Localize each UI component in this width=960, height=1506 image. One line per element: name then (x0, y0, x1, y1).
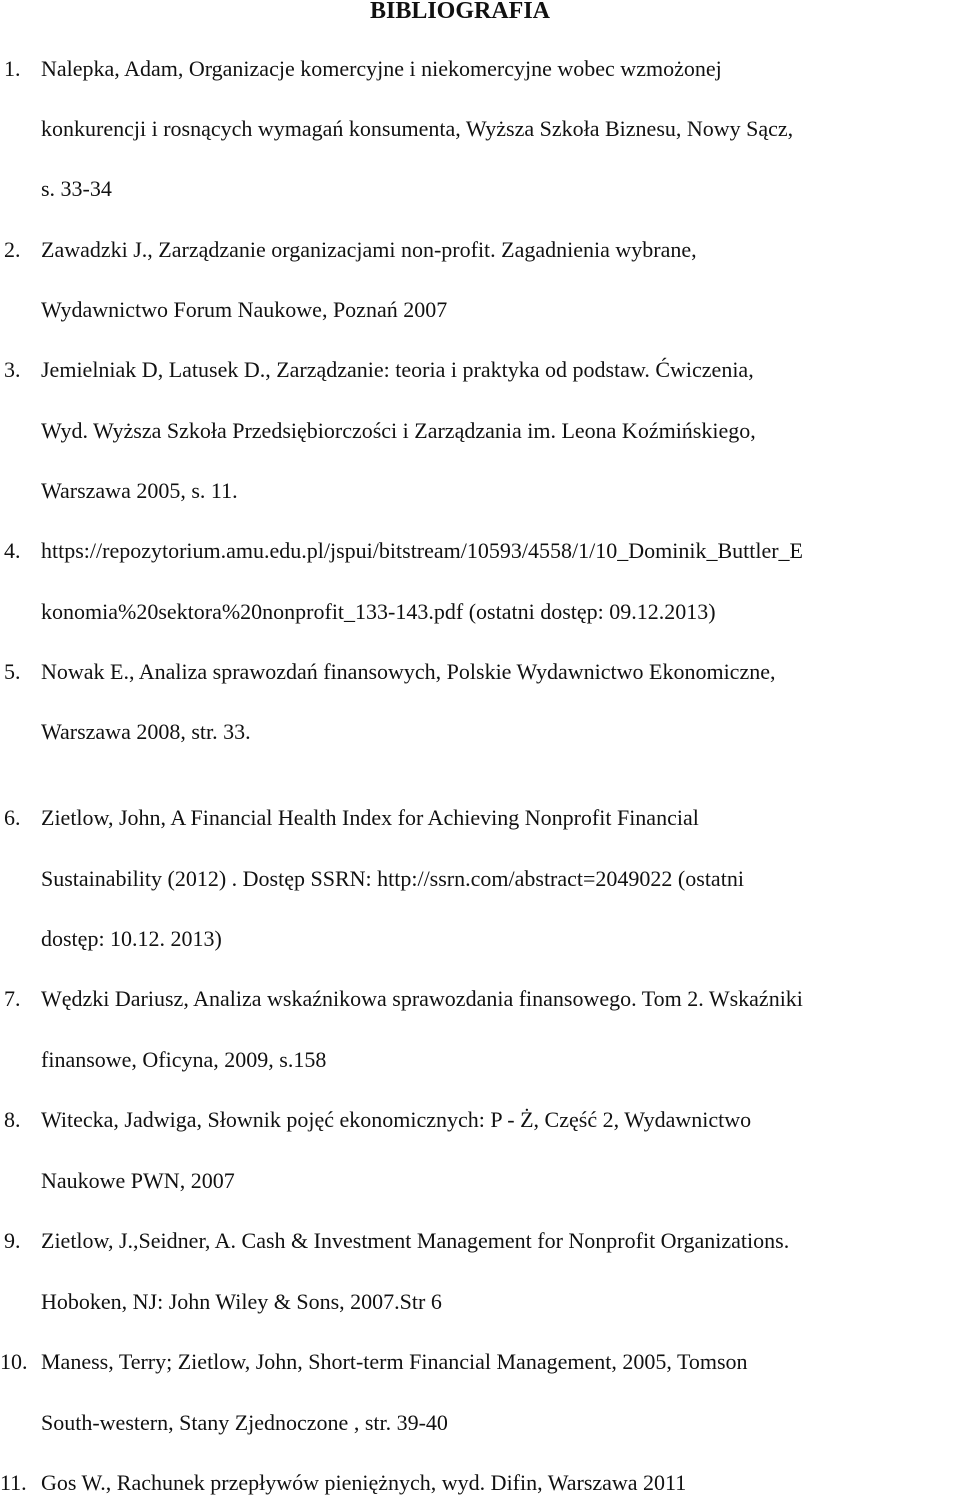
entry-line: Jemielniak D, Latusek D., Zarządzanie: teoria i praktyka od podstaw. Ćwiczenia, (41, 357, 754, 382)
entry-number: 11. (0, 1470, 27, 1495)
entry-line: Warszawa 2005, s. 11. (41, 478, 238, 503)
entry-line: Nowak E., Analiza sprawozdań finansowych, Polskie Wydawnictwo Ekonomiczne, (41, 659, 776, 684)
entry-number: 6. (4, 805, 21, 830)
entry-line: Zawadzki J., Zarządzanie organizacjami non-profit. Zagadnienia wybrane, (41, 237, 697, 262)
entry-line: s. 33-34 (41, 176, 112, 201)
entry-line: finansowe, Oficyna, 2009, s.158 (41, 1047, 327, 1072)
entry-line: Hoboken, NJ: John Wiley & Sons, 2007.Str 6 (41, 1289, 442, 1314)
entry-number: 3. (4, 357, 21, 382)
entry-number: 8. (4, 1107, 21, 1132)
entry-line: Sustainability (2012) . Dostęp SSRN: http://ssrn.com/abstract=2049022 (ostatni (41, 866, 744, 891)
entry-line: Naukowe PWN, 2007 (41, 1168, 235, 1193)
entry-line: Maness, Terry; Zietlow, John, Short-term Financial Management, 2005, Tomson (41, 1349, 748, 1374)
entry-line: Wydawnictwo Forum Naukowe, Poznań 2007 (41, 297, 448, 322)
entry-line: Witecka, Jadwiga, Słownik pojęć ekonomicznych: P - Ż, Część 2, Wydawnictwo (41, 1107, 752, 1132)
entry-number: 2. (4, 237, 21, 262)
entry-line: konomia%20sektora%20nonprofit_133-143.pdf (ostatni dostęp: 09.12.2013) (41, 599, 716, 624)
entry-line: South-western, Stany Zjednoczone , str. 39-40 (41, 1410, 448, 1435)
entry-url-line: https://repozytorium.amu.edu.pl/jspui/bitstream/10593/4558/1/10_Dominik_Buttler_E (41, 538, 803, 563)
entry-line: konkurencji i rosnących wymagań konsumenta, Wyższa Szkoła Biznesu, Nowy Sącz, (41, 116, 794, 141)
entry-number: 10. (0, 1349, 28, 1374)
entry-number: 9. (4, 1228, 21, 1253)
entry-line: Wyd. Wyższa Szkoła Przedsiębiorczości i Zarządzania im. Leona Koźmińskiego, (41, 418, 756, 443)
entry-number: 5. (4, 659, 21, 684)
page-title: BIBLIOGRAFIA (369, 0, 551, 24)
entry-line: Gos W., Rachunek przepływów pieniężnych, wyd. Difin, Warszawa 2011 (41, 1470, 687, 1495)
entry-number: 1. (4, 56, 21, 81)
entry-line: Zietlow, John, A Financial Health Index for Achieving Nonprofit Financial (41, 805, 699, 830)
entry-line: Zietlow, J.,Seidner, A. Cash & Investment Management for Nonprofit Organizations. (41, 1228, 790, 1253)
entry-number: 7. (4, 986, 21, 1011)
entry-line: Wędzki Dariusz, Analiza wskaźnikowa sprawozdania finansowego. Tom 2. Wskaźniki (41, 986, 803, 1011)
entry-line: dostęp: 10.12. 2013) (41, 926, 222, 951)
entry-line: Nalepka, Adam, Organizacje komercyjne i niekomercyjne wobec wzmożonej (41, 56, 722, 81)
entry-line: Warszawa 2008, str. 33. (41, 719, 251, 744)
entry-number: 4. (4, 538, 21, 563)
